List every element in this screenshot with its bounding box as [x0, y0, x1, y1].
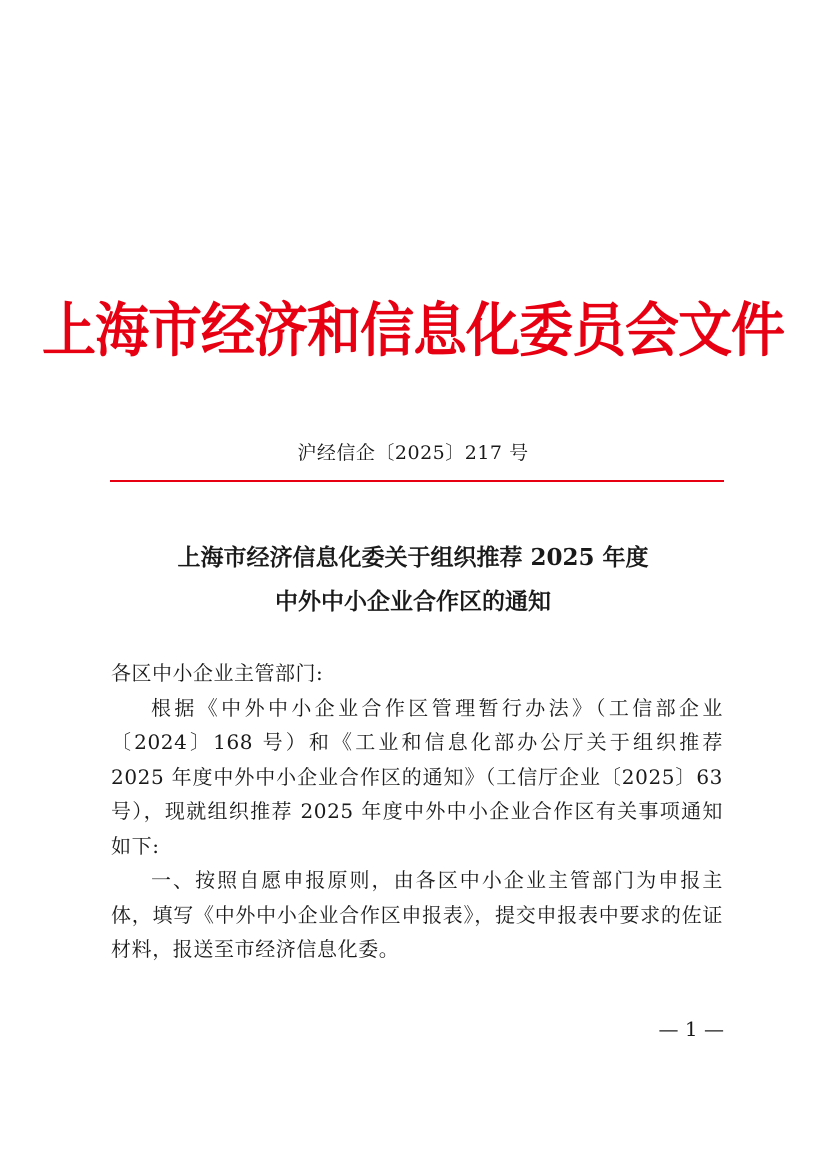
addressee: 各区中小企业主管部门: — [111, 661, 324, 685]
red-divider-line — [110, 480, 724, 482]
notice-title-line-1: 上海市经济信息化委关于组织推荐 2025 年度 — [177, 544, 649, 571]
body-paragraph-2: 一、按照自愿申报原则，由各区中小企业主管部门为申报主体，填写《中外中小企业合作区申报表》，提交申报表中要求的佐证材料，报送至市经济信息化委。 — [111, 868, 723, 961]
document-header-title: 上海市经济和信息化委员会文件 — [42, 295, 784, 365]
document-body — [111, 656, 723, 967]
notice-title — [0, 536, 826, 624]
document-number: 沪经信企〔2025〕217 号 — [297, 442, 529, 464]
page-number: — 1 — — [658, 1017, 724, 1041]
notice-title-line-2: 中外中小企业合作区的通知 — [275, 588, 551, 615]
body-paragraph-1: 根据《中外中小企业合作区管理暂行办法》（工信部企业〔2024〕168 号）和《工业和信息化部办公厅关于组织推荐 2025 年度中外中小企业合作区的通知》（工信厅企业〔2025〕63 号），现就组织推荐 2025 年度中外中小企业合作区有关事项通知如下: — [111, 695, 723, 858]
